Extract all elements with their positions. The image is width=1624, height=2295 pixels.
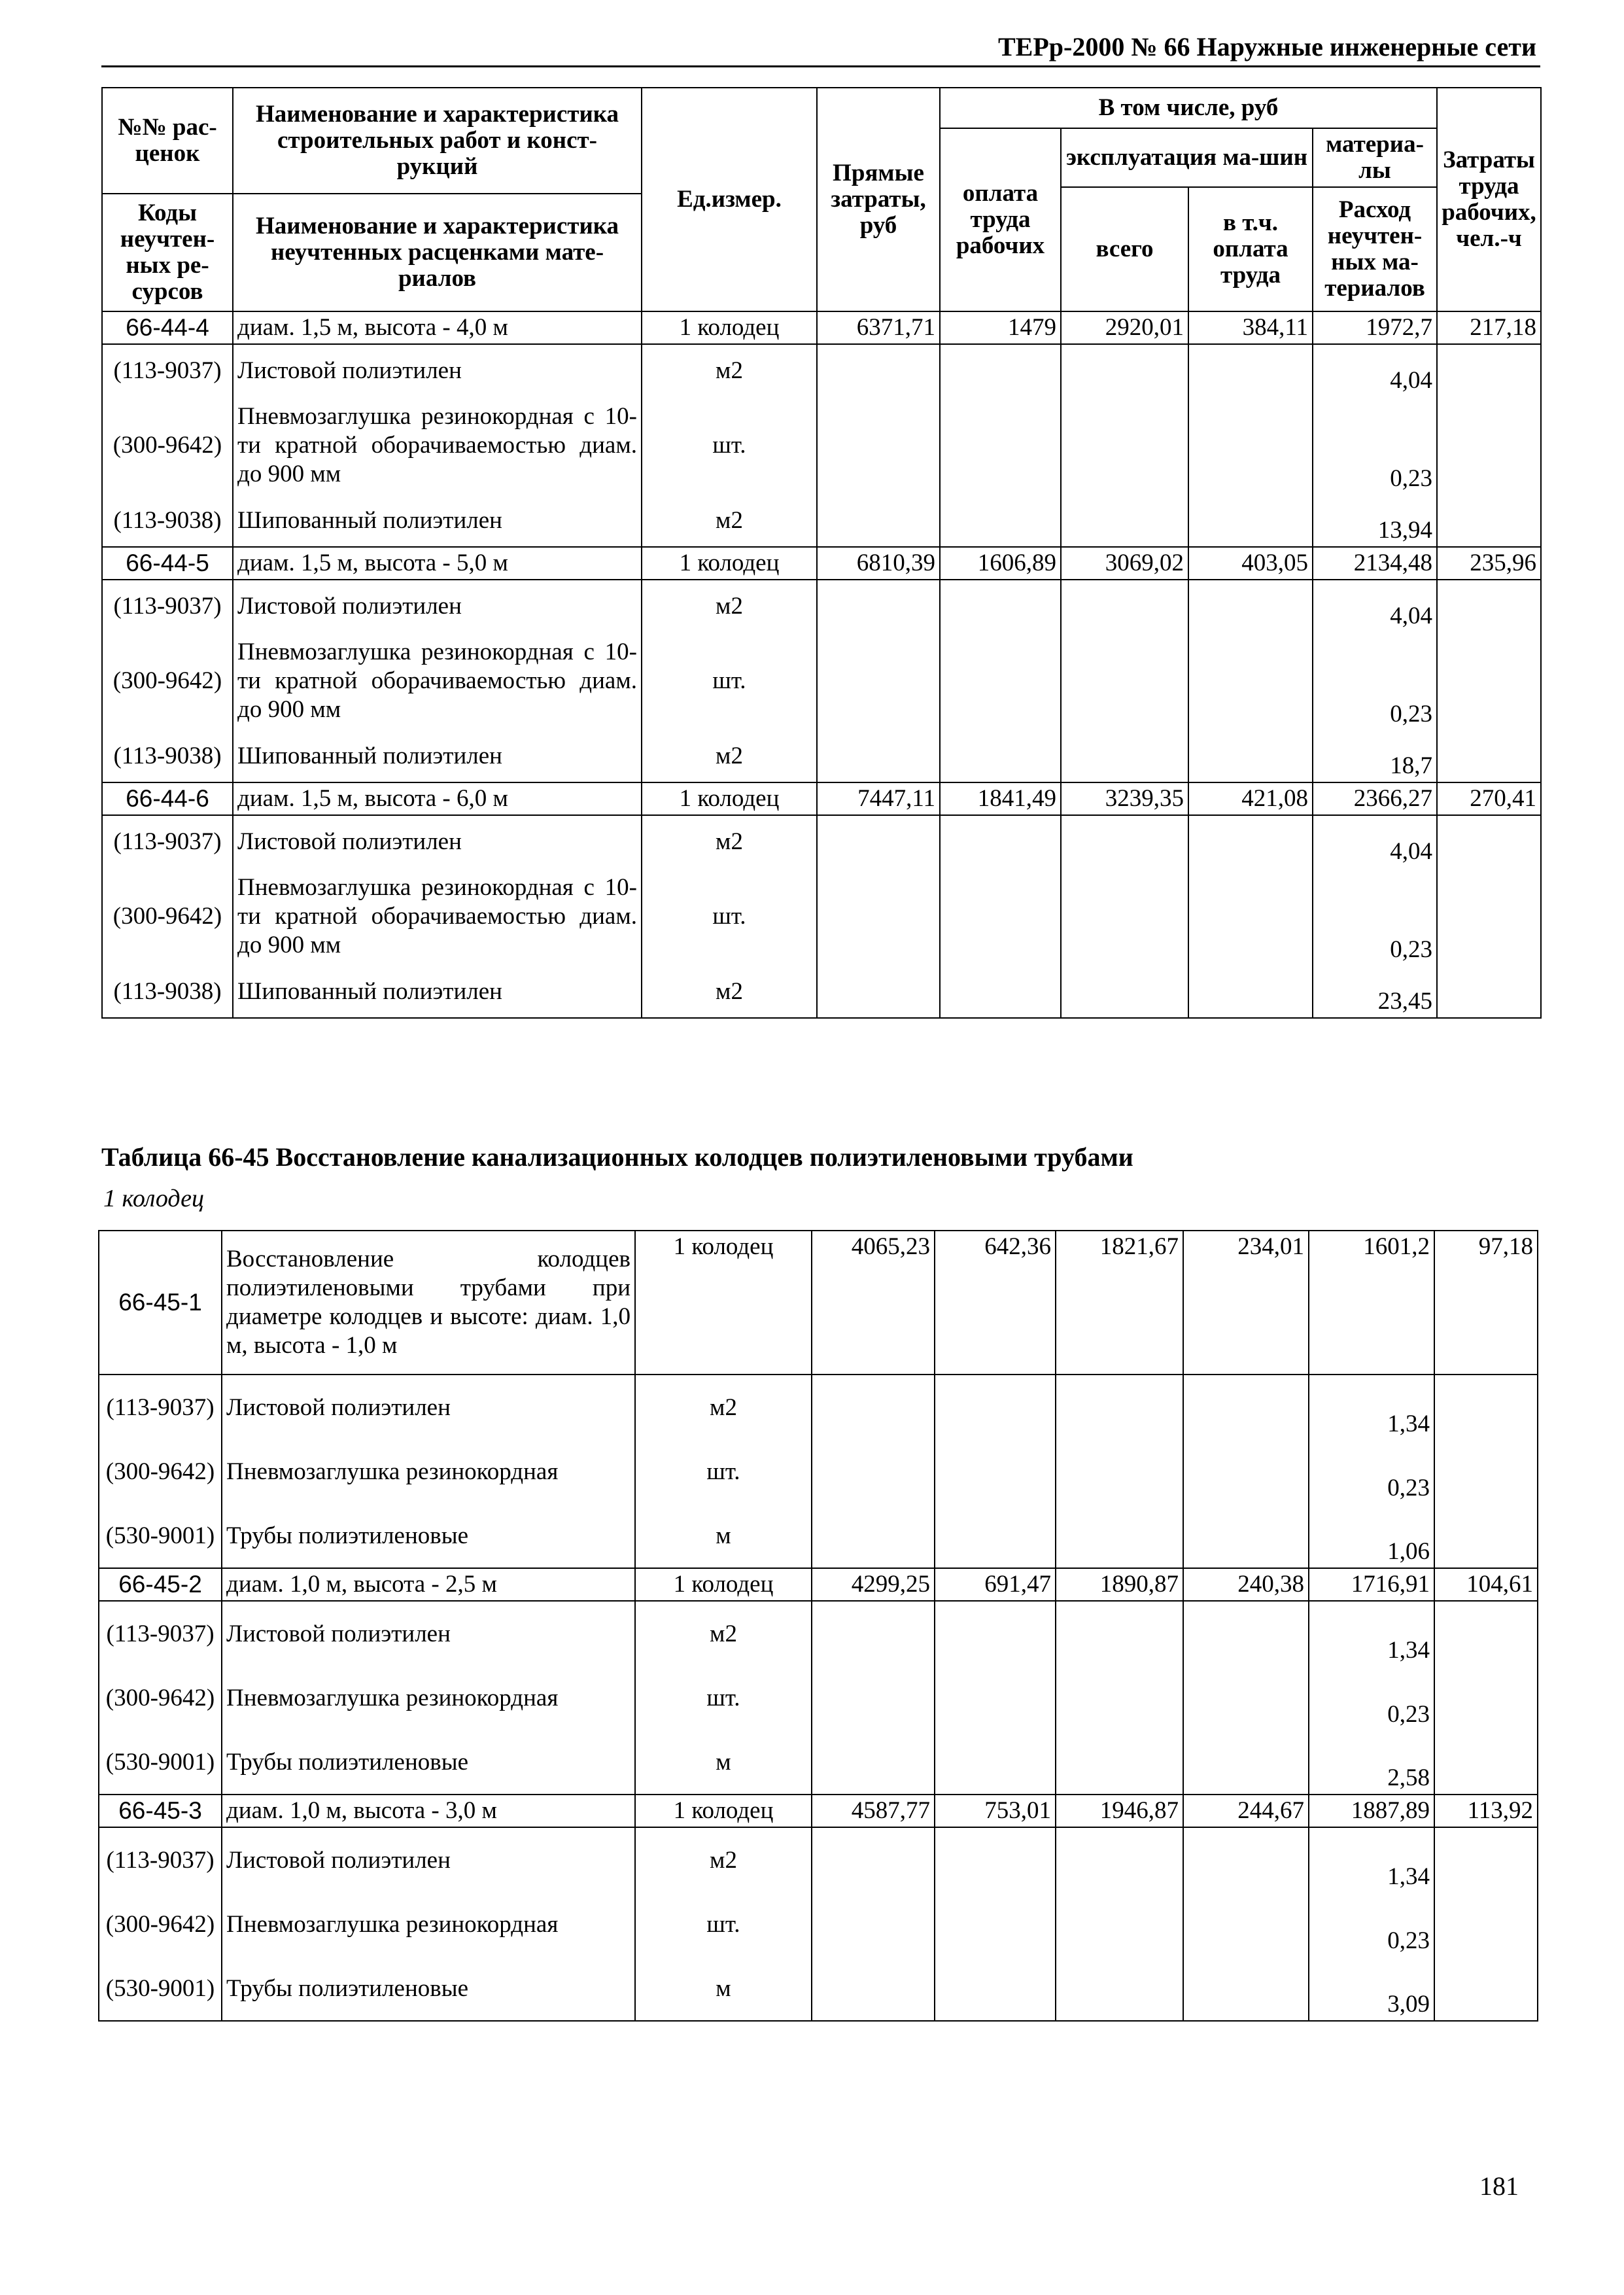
rate-name: диам. 1,5 м, высота - 5,0 м [233,547,642,580]
empty-cell [935,1504,1056,1568]
machines-labor-pay: 244,67 [1183,1795,1309,1827]
empty-cell [935,1666,1056,1730]
resource-code: (300-9642) [102,396,233,495]
resource-row [99,1440,1538,1504]
empty-cell [812,1730,935,1795]
labor-pay: 1606,89 [940,547,1061,580]
resource-unit: шт. [635,1440,812,1504]
resource-row [102,867,1541,966]
resource-qty: 0,23 [1309,1666,1434,1730]
empty-cell [1188,495,1313,547]
empty-cell [1056,1504,1183,1568]
rate-name: диам. 1,5 м, высота - 4,0 м [233,311,642,344]
empty-cell [812,1893,935,1957]
direct-costs: 4299,25 [812,1568,935,1601]
empty-cell [812,1375,935,1440]
empty-cell [1061,730,1188,782]
empty-cell [1183,1375,1309,1440]
col-labor-pay-header: оплата труда рабочих [940,128,1061,311]
resource-qty: 0,23 [1313,396,1437,495]
empty-cell [1061,966,1188,1018]
resource-row [99,1375,1538,1440]
resource-code: (113-9037) [99,1375,222,1440]
labor-pay: 642,36 [935,1231,1056,1375]
labor-cost: 270,41 [1437,782,1541,815]
empty-cell [1188,867,1313,966]
direct-costs: 6371,71 [817,311,940,344]
empty-cell [1437,396,1541,495]
resource-qty: 0,23 [1309,1893,1434,1957]
machines-total: 2920,01 [1061,311,1188,344]
empty-cell [1188,815,1313,867]
empty-cell [940,396,1061,495]
empty-cell [817,344,940,396]
empty-cell [1434,1893,1538,1957]
resource-code: (530-9001) [99,1504,222,1568]
resource-name: Шипованный полиэтилен [233,730,642,782]
resource-name: Пневмозаглушка резинокордная с 10-ти кратной оборачиваемостью диам. до 900 мм [233,867,642,966]
empty-cell [940,730,1061,782]
col-incl-header: В том числе, руб [940,88,1437,128]
empty-cell [1437,867,1541,966]
table-row [102,547,1541,580]
rate-name: Восстановление колодцев полиэтиленовыми трубами при диаметре колодцев и высоте: диам. 1,0 м, высота - 1,0 м [222,1231,635,1375]
empty-cell [1188,632,1313,730]
empty-cell [817,495,940,547]
resource-row [102,344,1541,396]
materials-cost: 1716,91 [1309,1568,1434,1601]
machines-total: 3239,35 [1061,782,1188,815]
empty-cell [1056,1375,1183,1440]
resource-qty: 0,23 [1313,867,1437,966]
resource-code: (113-9038) [102,730,233,782]
resource-unit: шт. [635,1893,812,1957]
resource-name: Трубы полиэтиленовые [222,1730,635,1795]
labor-pay: 691,47 [935,1568,1056,1601]
resource-code: (113-9038) [102,495,233,547]
empty-cell [817,815,940,867]
machines-total: 3069,02 [1061,547,1188,580]
machines-labor-pay: 234,01 [1183,1231,1309,1375]
resource-name: Шипованный полиэтилен [233,966,642,1018]
col-direct-header: Прямые затраты, руб [817,88,940,311]
resource-name: Пневмозаглушка резинокордная [222,1893,635,1957]
direct-costs: 4587,77 [812,1795,935,1827]
resource-unit: м [635,1730,812,1795]
empty-cell [940,966,1061,1018]
machines-labor-pay: 421,08 [1188,782,1313,815]
labor-cost: 217,18 [1437,311,1541,344]
resource-row [102,580,1541,632]
resource-name: Пневмозаглушка резинокордная с 10-ти кратной оборачиваемостью диам. до 900 мм [233,396,642,495]
empty-cell [817,867,940,966]
resource-row [102,815,1541,867]
empty-cell [1434,1957,1538,2021]
resource-code: (300-9642) [99,1893,222,1957]
table-row [99,1795,1538,1827]
empty-cell [817,396,940,495]
resource-qty: 1,34 [1309,1827,1434,1893]
table-caption: Таблица 66-45 Восстановление канализационных колодцев полиэтиленовыми трубами [101,1142,1133,1172]
empty-cell [1183,1893,1309,1957]
rate-unit: 1 колодец [635,1231,812,1375]
resource-qty: 1,34 [1309,1601,1434,1666]
resource-name: Пневмозаглушка резинокордная [222,1440,635,1504]
empty-cell [1437,730,1541,782]
unit-note: 1 колодец [103,1185,204,1212]
rate-name: диам. 1,0 м, высота - 3,0 м [222,1795,635,1827]
direct-costs: 6810,39 [817,547,940,580]
resource-unit: м [635,1504,812,1568]
empty-cell [812,1827,935,1893]
resource-unit: шт. [642,632,817,730]
empty-cell [812,1504,935,1568]
empty-cell [1434,1666,1538,1730]
resource-row [102,495,1541,547]
machines-labor-pay: 240,38 [1183,1568,1309,1601]
resource-row [99,1893,1538,1957]
resource-row [102,730,1541,782]
resource-name: Трубы полиэтиленовые [222,1957,635,2021]
empty-cell [1061,632,1188,730]
resource-row [99,1666,1538,1730]
resource-name: Пневмозаглушка резинокордная [222,1666,635,1730]
rate-code: 66-44-4 [102,311,233,344]
resource-qty: 18,7 [1313,730,1437,782]
resource-code: (113-9038) [102,966,233,1018]
empty-cell [812,1601,935,1666]
empty-cell [1056,1730,1183,1795]
resource-code: (300-9642) [102,867,233,966]
empty-cell [1188,966,1313,1018]
page-header [101,31,1540,67]
empty-cell [812,1440,935,1504]
table-row [99,1231,1538,1375]
page-title: ТЕРр-2000 № 66 Наружные инженерные сети [998,32,1536,61]
empty-cell [935,1893,1056,1957]
col-name-header: Наименование и характеристика строительных работ и конст-рукций [233,88,642,194]
empty-cell [940,580,1061,632]
materials-cost: 1887,89 [1309,1795,1434,1827]
empty-cell [1056,1601,1183,1666]
empty-cell [1188,730,1313,782]
empty-cell [1437,966,1541,1018]
resource-name: Листовой полиэтилен [222,1375,635,1440]
col-machines-labor-header: в т.ч. оплата труда [1188,187,1313,311]
resource-unit: шт. [642,867,817,966]
resource-row [102,396,1541,495]
resource-unit: м2 [635,1601,812,1666]
col-materials-use-header: Расход неучтен-ных ма-териалов [1313,187,1437,311]
empty-cell [935,1375,1056,1440]
empty-cell [1061,495,1188,547]
empty-cell [1434,1730,1538,1795]
labor-cost: 235,96 [1437,547,1541,580]
resource-qty: 13,94 [1313,495,1437,547]
resource-unit: м2 [642,966,817,1018]
machines-total: 1946,87 [1056,1795,1183,1827]
empty-cell [1056,1666,1183,1730]
empty-cell [935,1957,1056,2021]
rate-code: 66-45-2 [99,1568,222,1601]
resource-qty: 1,34 [1309,1375,1434,1440]
materials-cost: 1972,7 [1313,311,1437,344]
resource-code: (300-9642) [102,632,233,730]
resource-unit: м2 [642,580,817,632]
resource-unit: м2 [642,730,817,782]
materials-cost: 2366,27 [1313,782,1437,815]
resource-qty: 3,09 [1309,1957,1434,2021]
resource-code: (113-9037) [102,344,233,396]
col-machines-header: эксплуатация ма-шин [1061,128,1313,187]
direct-costs: 4065,23 [812,1231,935,1375]
resource-qty: 0,23 [1309,1440,1434,1504]
empty-cell [1183,1666,1309,1730]
empty-cell [1437,495,1541,547]
resource-name: Пневмозаглушка резинокордная с 10-ти кратной оборачиваемостью диам. до 900 мм [233,632,642,730]
col-materials-header: материа-лы [1313,128,1437,187]
empty-cell [812,1957,935,2021]
machines-labor-pay: 403,05 [1188,547,1313,580]
empty-cell [1437,344,1541,396]
empty-cell [812,1666,935,1730]
table-row [99,1568,1538,1601]
rate-code: 66-44-6 [102,782,233,815]
empty-cell [1188,580,1313,632]
empty-cell [1183,1440,1309,1504]
empty-cell [1061,344,1188,396]
resource-code: (300-9642) [99,1440,222,1504]
empty-cell [1061,815,1188,867]
resource-qty: 1,06 [1309,1504,1434,1568]
empty-cell [935,1827,1056,1893]
rates-table-66-45 [98,1230,1538,2022]
rate-name: диам. 1,5 м, высота - 6,0 м [233,782,642,815]
direct-costs: 7447,11 [817,782,940,815]
empty-cell [1437,632,1541,730]
machines-labor-pay: 384,11 [1188,311,1313,344]
resource-row [102,632,1541,730]
empty-cell [1434,1375,1538,1440]
labor-cost: 113,92 [1434,1795,1538,1827]
resource-code: (530-9001) [99,1730,222,1795]
resource-row [99,1601,1538,1666]
empty-cell [1183,1601,1309,1666]
resource-qty: 4,04 [1313,815,1437,867]
rate-unit: 1 колодец [635,1795,812,1827]
empty-cell [1183,1504,1309,1568]
resource-name: Листовой полиэтилен [233,580,642,632]
rates-table-66-44 [101,87,1542,1019]
empty-cell [940,344,1061,396]
empty-cell [1056,1440,1183,1504]
col-res-code-header: Коды неучтен-ных ре-сурсов [102,194,233,311]
resource-name: Листовой полиэтилен [222,1601,635,1666]
labor-cost: 104,61 [1434,1568,1538,1601]
empty-cell [1056,1957,1183,2021]
labor-cost: 97,18 [1434,1231,1538,1375]
resource-qty: 23,45 [1313,966,1437,1018]
resource-name: Листовой полиэтилен [233,344,642,396]
resource-row [99,1504,1538,1568]
col-labor-cost-header: Затраты труда рабочих, чел.-ч [1437,88,1541,311]
empty-cell [1188,396,1313,495]
empty-cell [1183,1957,1309,2021]
labor-pay: 1479 [940,311,1061,344]
empty-cell [935,1440,1056,1504]
resource-qty: 0,23 [1313,632,1437,730]
col-unit-header: Ед.измер. [642,88,817,311]
labor-pay: 753,01 [935,1795,1056,1827]
resource-code: (113-9037) [102,580,233,632]
empty-cell [817,632,940,730]
empty-cell [1434,1827,1538,1893]
resource-code: (530-9001) [99,1957,222,2021]
empty-cell [1437,580,1541,632]
resource-unit: шт. [642,396,817,495]
resource-name: Шипованный полиэтилен [233,495,642,547]
empty-cell [1061,580,1188,632]
resource-code: (113-9037) [99,1601,222,1666]
empty-cell [940,815,1061,867]
resource-row [99,1730,1538,1795]
empty-cell [940,867,1061,966]
empty-cell [1434,1440,1538,1504]
resource-qty: 2,58 [1309,1730,1434,1795]
empty-cell [940,632,1061,730]
empty-cell [1056,1827,1183,1893]
col-code-header: №№ рас-ценок [102,88,233,194]
empty-cell [935,1730,1056,1795]
machines-total: 1821,67 [1056,1231,1183,1375]
materials-cost: 1601,2 [1309,1231,1434,1375]
empty-cell [1434,1601,1538,1666]
table-row [102,311,1541,344]
resource-unit: шт. [635,1666,812,1730]
rate-code: 66-45-1 [99,1231,222,1375]
col-res-name-header: Наименование и характеристика неучтенных расценками мате-риалов [233,194,642,311]
resource-qty: 4,04 [1313,344,1437,396]
resource-code: (113-9037) [102,815,233,867]
empty-cell [1183,1827,1309,1893]
machines-total: 1890,87 [1056,1568,1183,1601]
resource-name: Трубы полиэтиленовые [222,1504,635,1568]
empty-cell [817,966,940,1018]
empty-cell [1437,815,1541,867]
labor-pay: 1841,49 [940,782,1061,815]
table-row [102,782,1541,815]
empty-cell [1434,1504,1538,1568]
resource-qty: 4,04 [1313,580,1437,632]
resource-unit: м2 [642,815,817,867]
resource-row [99,1827,1538,1893]
empty-cell [1183,1730,1309,1795]
rate-unit: 1 колодец [635,1568,812,1601]
col-machines-total-header: всего [1061,187,1188,311]
empty-cell [935,1601,1056,1666]
resource-code: (300-9642) [99,1666,222,1730]
empty-cell [817,580,940,632]
rate-code: 66-44-5 [102,547,233,580]
resource-name: Листовой полиэтилен [233,815,642,867]
resource-unit: м2 [642,344,817,396]
resource-name: Листовой полиэтилен [222,1827,635,1893]
resource-row [102,966,1541,1018]
empty-cell [1056,1893,1183,1957]
empty-cell [1061,396,1188,495]
empty-cell [940,495,1061,547]
resource-code: (113-9037) [99,1827,222,1893]
resource-unit: м [635,1957,812,2021]
rate-unit: 1 колодец [642,547,817,580]
resource-unit: м2 [642,495,817,547]
rate-code: 66-45-3 [99,1795,222,1827]
empty-cell [1061,867,1188,966]
rate-unit: 1 колодец [642,311,817,344]
resource-unit: м2 [635,1827,812,1893]
resource-unit: м2 [635,1375,812,1440]
page-number: 181 [1479,2171,1519,2201]
materials-cost: 2134,48 [1313,547,1437,580]
rate-unit: 1 колодец [642,782,817,815]
resource-row [99,1957,1538,2021]
empty-cell [1188,344,1313,396]
rate-name: диам. 1,0 м, высота - 2,5 м [222,1568,635,1601]
empty-cell [817,730,940,782]
